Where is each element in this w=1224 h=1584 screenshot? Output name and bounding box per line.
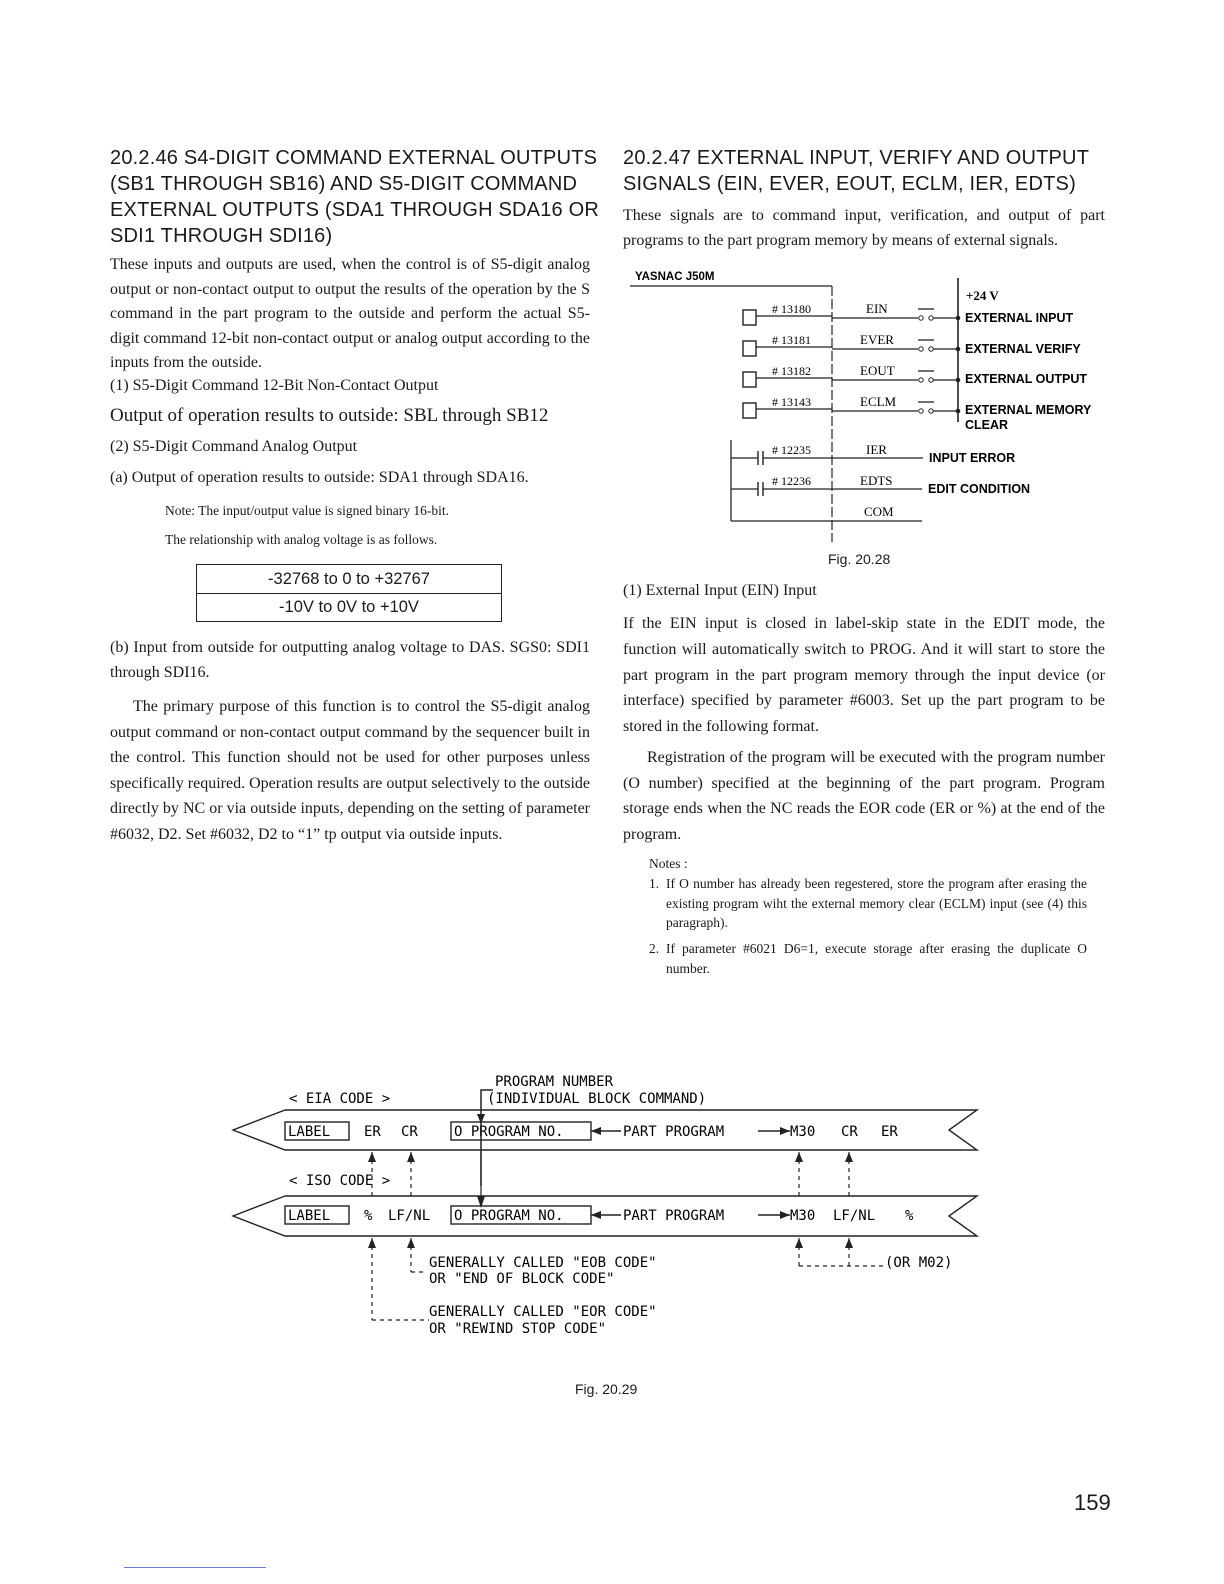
or-m02: (OR M02) (885, 1255, 953, 1271)
controller-label: YASNAC J50M (635, 271, 715, 283)
note-number: 1. (649, 876, 660, 891)
label-text: LABEL (288, 1208, 331, 1224)
com-label: COM (864, 504, 894, 519)
supply-voltage-label: +24 V (966, 288, 999, 303)
iso-lfnl: LF/NL (388, 1208, 431, 1224)
signal-row-ier (731, 442, 1015, 465)
eob-line-1: GENERALLY CALLED "EOB CODE" (429, 1255, 657, 1271)
right-intro-paragraph: These signals are to command input, verification, and output of part programs to the part program memory by means of external signals. (623, 207, 1105, 249)
iso-tape (233, 1196, 977, 1236)
figure-20-29-tape-format-diagram (225, 1068, 995, 1348)
note-item-1 (649, 874, 1087, 933)
right-ein-paragraph: If the EIN input is closed in label-skip state in the EDIT mode, the function will automatically switch to PROG. And it will start to store the part program in the part program memory through the input device (or interface) specified by parameter #6003. Set up the part program to be stored in the following format. (623, 615, 1105, 736)
signal-row-ever (743, 332, 1081, 356)
signal-row-edts (731, 473, 1030, 496)
signal-row-ein (743, 301, 1073, 325)
signal-label: EXTERNAL VERIFY (965, 342, 1081, 356)
eia-er: ER (364, 1124, 381, 1140)
iso-percent: % (364, 1208, 373, 1224)
page-number: 159 (1074, 1490, 1111, 1515)
signal-label: INPUT ERROR (929, 451, 1016, 465)
code-connectors (368, 1152, 853, 1196)
eor-line-2: OR "REWIND STOP CODE" (429, 1321, 607, 1337)
signal-label: EDIT CONDITION (928, 482, 1031, 496)
heading-line: SDI1 THROUGH SDI16) (110, 225, 333, 247)
m30-text: M30 (790, 1208, 816, 1224)
input-box (743, 341, 756, 356)
heading-line: 20.2.47 EXTERNAL INPUT, VERIFY AND OUTPUT (623, 147, 1090, 169)
signal-code: EDTS (860, 473, 893, 488)
signal-code: IER (866, 442, 887, 457)
notes-title: Notes : (649, 856, 688, 871)
right-registration-paragraph: Registration of the program will be executed with the program number (O number) specified at the beginning of the part program. Program storage ends when the NC reads the EOR code (ER or %) at the end of the program. (623, 749, 1105, 843)
m30-text: M30 (790, 1124, 816, 1140)
section-heading-20-2-47 (623, 145, 1113, 197)
signal-label: EXTERNAL OUTPUT (965, 372, 1087, 386)
signal-address: # 13182 (772, 364, 811, 378)
figure-20-28-wiring-diagram (620, 262, 1110, 544)
note-item-2 (649, 939, 1087, 978)
sub-heading-external-input: (1) External Input (EIN) Input (623, 582, 817, 599)
individual-block-label: (INDIVIDUAL BLOCK COMMAND) (487, 1091, 707, 1107)
iso-end-lfnl: LF/NL (833, 1208, 876, 1224)
signal-address: # 13181 (772, 333, 811, 347)
voltage-table (196, 564, 502, 622)
part-program-text: PART PROGRAM (623, 1208, 725, 1224)
note-text: If parameter #6021 D6=1, execute storage after erasing the duplicate O number. (666, 941, 1087, 976)
signal-row-eout (743, 363, 1087, 387)
figure-caption-20-29: Fig. 20.29 (575, 1381, 638, 1397)
signal-row-com (731, 504, 922, 521)
signal-address: # 13180 (772, 302, 811, 316)
eor-line-1: GENERALLY CALLED "EOR CODE" (429, 1304, 657, 1320)
section-heading-20-2-46 (110, 145, 600, 249)
signal-code: EVER (860, 332, 894, 347)
signal-address: # 12235 (772, 443, 811, 457)
signal-label-line2: CLEAR (965, 418, 1009, 432)
input-box (743, 403, 756, 418)
signal-address: # 13143 (772, 395, 811, 409)
heading-line: (SB1 THROUGH SB16) AND S5-DIGIT COMMAND (110, 173, 578, 195)
heading-line: EXTERNAL OUTPUTS (SDA1 THROUGH SDA16 OR (110, 199, 600, 221)
item-2b: (b) Input from outside for outputting analog voltage to DAS. SGS0: SDI1 through SDI16. (110, 639, 590, 681)
signal-code: EIN (866, 301, 888, 316)
part-program-text: PART PROGRAM (623, 1124, 725, 1140)
signal-label: EXTERNAL INPUT (965, 311, 1074, 325)
eia-code-label: < EIA CODE > (289, 1091, 391, 1107)
note-line-1: Note: The input/output value is signed binary 16-bit. (165, 503, 449, 518)
figure-caption-20-28: Fig. 20.28 (828, 551, 891, 567)
left-purpose-paragraph: The primary purpose of this function is to control the S5-digit analog output command or non-contact output command by the sequencer built in the control. This function should not be used for other purposes unless specifically required. Operation results are output selectively to the outside directly by NC or via outside inputs, depending on the setting of parameter #6032, D2. Set #6032, D2 to “1” tp output via outside inputs. (110, 698, 590, 843)
signal-row-eclm (743, 394, 1092, 432)
footer-rule (124, 1567, 266, 1568)
left-intro-paragraph: These inputs and outputs are used, when the control is of S5-digit analog output or non-contact output to output the results of the operation by the S command in the part program to the outside and perform the actual S5-digit command 12-bit non-contact output or analog output according to the inputs from the outside. (110, 256, 590, 372)
eia-end-er: ER (881, 1124, 898, 1140)
item-1-heading: (1) S5-Digit Command 12-Bit Non-Contact Output (110, 377, 439, 394)
table-row: -10V to 0V to +10V (279, 598, 419, 616)
table-row: -32768 to 0 to +32767 (197, 565, 501, 594)
eia-tape (233, 1110, 977, 1150)
input-box (743, 372, 756, 387)
o-program-text: O PROGRAM NO. (454, 1124, 564, 1140)
label-text: LABEL (288, 1124, 331, 1140)
iso-code-label: < ISO CODE > (289, 1173, 391, 1189)
note-text: If O number has already been regestered, store the program after erasing the existing program wiht the external memory clear (ECLM) input (see (4) this paragraph). (666, 876, 1087, 930)
heading-line: 20.2.46 S4-DIGIT COMMAND EXTERNAL OUTPUTS (110, 147, 598, 169)
eia-cr: CR (401, 1124, 418, 1140)
tape-outline (233, 1110, 977, 1150)
item-2-heading: (2) S5-Digit Command Analog Output (110, 438, 358, 455)
eia-end-cr: CR (841, 1124, 858, 1140)
signal-address: # 12236 (772, 474, 811, 488)
item-2a: (a) Output of operation results to outside: SDA1 through SDA16. (110, 469, 529, 486)
note-number: 2. (649, 941, 660, 956)
item-1-detail: Output of operation results to outside: SBL through SB12 (110, 405, 549, 426)
o-program-text: O PROGRAM NO. (454, 1208, 564, 1224)
signal-code: ECLM (860, 394, 897, 409)
signal-code: EOUT (860, 363, 895, 378)
input-box (743, 310, 756, 325)
iso-end-percent: % (905, 1208, 914, 1224)
heading-line: SIGNALS (EIN, EVER, EOUT, ECLM, IER, EDTS) (623, 173, 1076, 195)
note-line-2: The relationship with analog voltage is as follows. (165, 532, 438, 547)
signal-label: EXTERNAL MEMORY (965, 403, 1092, 417)
eob-line-2: OR "END OF BLOCK CODE" (429, 1271, 615, 1287)
program-number-label: PROGRAM NUMBER (495, 1074, 614, 1090)
